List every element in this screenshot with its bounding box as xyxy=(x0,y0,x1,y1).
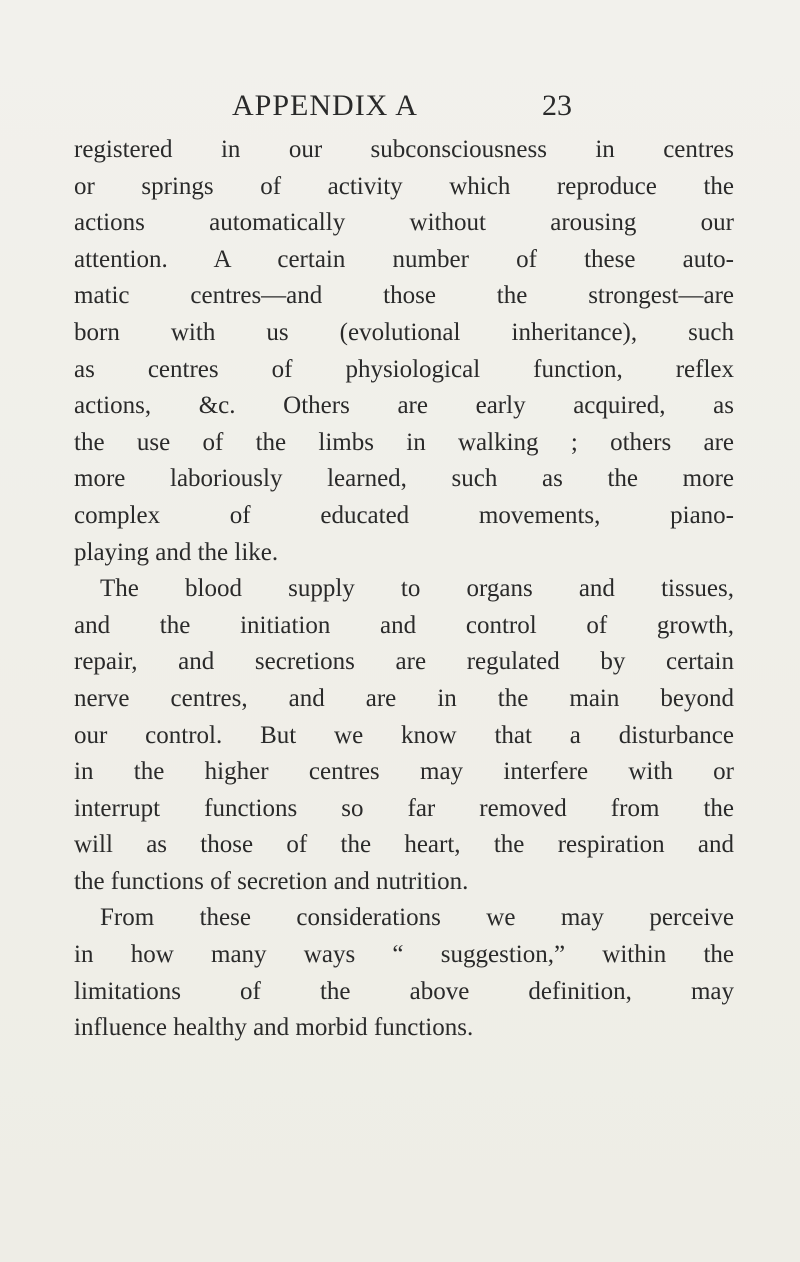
text-line: influence healthy and morbid functions. xyxy=(74,1014,474,1042)
text-line: matic centres—and those the strongest—are xyxy=(74,282,734,310)
text-line: interrupt functions so far removed from the xyxy=(74,794,734,822)
text-line: From these considerations we may perceive xyxy=(100,904,734,932)
text-line: as centres of physiological function, reflex xyxy=(74,355,734,383)
text-line: more laboriously learned, such as the more xyxy=(74,465,734,493)
text-line: or springs of activity which reproduce the xyxy=(74,172,734,200)
text-line: the use of the limbs in walking ; others are xyxy=(74,428,734,456)
text-line: actions, &c. Others are early acquired, as xyxy=(74,392,734,420)
text-line: actions automatically without arousing our xyxy=(74,209,734,237)
text-line: our control. But we know that a disturbance xyxy=(74,721,734,749)
page-number: 23 xyxy=(542,89,572,122)
text-line: attention. A certain number of these auto- xyxy=(74,245,734,273)
text-line: playing and the like. xyxy=(74,538,279,566)
text-line: repair, and secretions are regulated by certain xyxy=(74,648,734,676)
text-line: will as those of the heart, the respiration and xyxy=(74,831,734,859)
text-line: nerve centres, and are in the main beyond xyxy=(74,684,734,712)
text-line: limitations of the above definition, may xyxy=(74,977,734,1005)
text-line: the functions of secretion and nutrition. xyxy=(74,867,469,895)
text-line: in how many ways “ suggestion,” within the xyxy=(74,941,734,969)
text-line: The blood supply to organs and tissues, xyxy=(100,575,734,603)
running-head: APPENDIX A xyxy=(232,89,418,122)
text-line: complex of educated movements, piano- xyxy=(74,501,734,529)
text-line: registered in our subconsciousness in centres xyxy=(74,136,734,163)
text-line: in the higher centres may interfere with or xyxy=(74,758,734,786)
page-header xyxy=(0,86,800,126)
text-line: born with us (evolutional inheritance), such xyxy=(74,318,734,346)
text-line: and the initiation and control of growth, xyxy=(74,611,734,639)
body-text xyxy=(74,132,734,1047)
